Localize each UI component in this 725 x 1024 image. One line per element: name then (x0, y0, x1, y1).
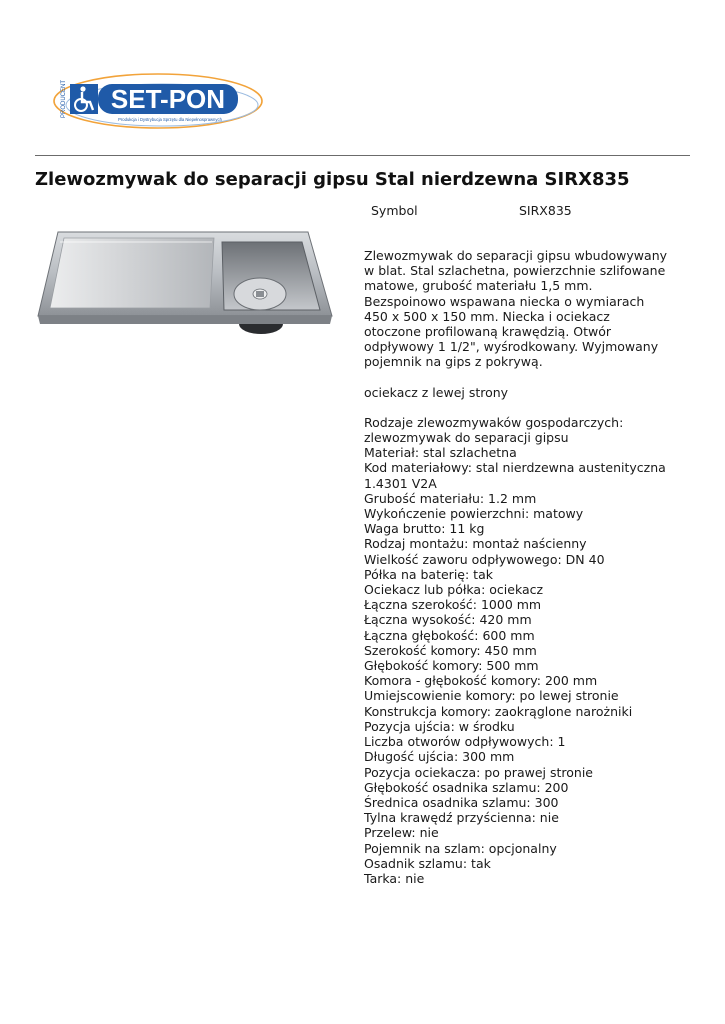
product-image (36, 228, 336, 338)
spec-item: Komora - głębokość komory: 200 mm (364, 673, 598, 689)
spec-item: Osadnik szlamu: tak (364, 855, 491, 871)
page-title: Zlewozmywak do separacji gipsu Stal nierdzewna SIRX835 (35, 169, 630, 190)
spec-item: Materiał: stal szlachetna (364, 445, 517, 461)
spec-item: Wielkość zaworu odpływowego: DN 40 (364, 551, 605, 567)
drainer-side-note: ociekacz z lewej strony (364, 384, 509, 400)
spec-item: Półka na baterię: tak (364, 566, 493, 582)
product-details (364, 248, 669, 886)
spec-item: Szerokość komory: 450 mm (364, 642, 537, 658)
symbol-label: Symbol (371, 203, 418, 218)
spec-item: Konstrukcja komory: zaokrąglone narożniki (364, 703, 633, 719)
spec-item: Tylna krawędź przyścienna: nie (364, 810, 559, 826)
spec-item: Głębokość osadnika szlamu: 200 (364, 779, 569, 795)
spec-item: Długość ujścia: 300 mm (364, 749, 515, 765)
spec-item: Średnica osadnika szlamu: 300 (364, 794, 559, 810)
logo-brand: SET-PON (110, 84, 226, 114)
spec-item: Kod materiałowy: stal nierdzewna austenityczna 1.4301 V2A (364, 460, 666, 491)
header-divider (35, 155, 690, 156)
spec-item: Tarka: nie (364, 870, 425, 886)
spec-item: Pozycja ujścia: w środku (364, 718, 515, 734)
spec-item: Łączna głębokość: 600 mm (364, 627, 535, 643)
company-logo (50, 68, 265, 134)
spec-item: Głębokość komory: 500 mm (364, 658, 539, 674)
spec-item: Rodzaj montażu: montaż naścienny (364, 536, 587, 552)
logo-vertical-text: PRODUCENT (61, 79, 67, 118)
spec-item: Umiejscowienie komory: po lewej stronie (364, 688, 619, 704)
spec-item: Wykończenie powierzchni: matowy (364, 506, 584, 522)
spec-item: Liczba otworów odpływowych: 1 (364, 734, 566, 750)
symbol-value: SIRX835 (519, 203, 572, 218)
spec-item: Łączna szerokość: 1000 mm (364, 597, 542, 613)
logo-tagline: Produkcja i Dystrybucja Sprzętu dla Niepełnosprawnych (118, 117, 222, 122)
product-description: Zlewozmywak do separacji gipsu wbudowywany w blat. Stal szlachetna, powierzchnie szlifowane matowe, grubość materiału 1,5 mm. Bezspoinowo wspawana niecka o wymiarach 450 x 500 x 150 mm. Niecka i ociekacz otoczone profilowaną krawędzią. Otwór odpływowy 1 1/2", wyśrodkowany. Wyjmowany pojemnik na gips z pokrywą. (364, 248, 668, 370)
spec-item: Pojemnik na szlam: opcjonalny (364, 840, 557, 856)
spec-item: Łączna wysokość: 420 mm (364, 612, 532, 628)
spec-item: Rodzaje zlewozmywaków gospodarczych: zlewozmywak do separacji gipsu (364, 414, 624, 446)
spec-item: Waga brutto: 11 kg (364, 521, 485, 537)
spec-item: Pozycja ociekacza: po prawej stronie (364, 764, 593, 780)
spec-list (364, 415, 669, 886)
spec-item: Przelew: nie (364, 825, 439, 841)
spec-item: Ociekacz lub półka: ociekacz (364, 582, 544, 598)
spec-item: Grubość materiału: 1.2 mm (364, 490, 537, 506)
wheelchair-icon (70, 84, 98, 114)
